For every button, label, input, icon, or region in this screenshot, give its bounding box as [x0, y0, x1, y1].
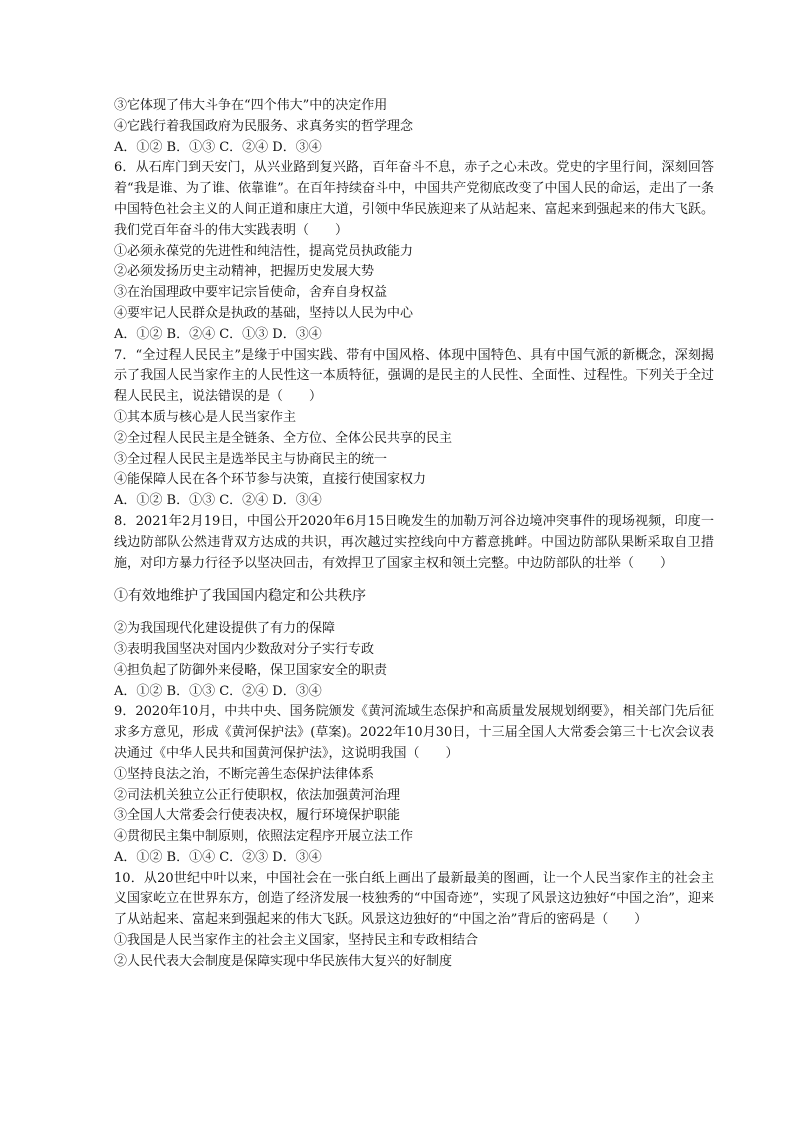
q5-option-3: ③它体现了伟大斗争在“四个伟大”中的决定作用	[114, 98, 388, 113]
q10-option-1: ①我国是人民当家作主的社会主义国家，坚持民主和专政相结合	[114, 933, 479, 949]
q7-option-3: ③全过程人民民主是选举民主与协商民主的统一	[114, 451, 388, 467]
q10-option-2: ②人民代表大会制度是保障实现中华民族伟大复兴的好制度	[114, 953, 453, 969]
q7-stem: 7．“全过程人民民主”是缘于中国实践、带有中国风格、体现中国特色、具有中国气派的新概念，深刻揭示了我国人民当家作主的人民性这一本质特征，强调的是民主的人民性、全面性、过程性。下列关于全过程人民民主，说法错误的是（ ）	[114, 347, 714, 405]
q9-option-2: ②司法机关独立公正行使职权，依法加强黄河治理	[114, 787, 401, 803]
q6-option-1: ①必须永葆党的先进性和纯洁性，提高党员执政能力	[114, 243, 414, 259]
q7-option-2: ②全过程人民民主是全链条、全方位、全体公民共享的民主	[114, 430, 453, 446]
q7-option-1: ①其本质与核心是人民当家作主	[114, 409, 297, 425]
q9-option-3: ③全国人大常委会行使表决权，履行环境保护职能	[114, 808, 401, 824]
q9-option-1: ①坚持良法之治，不断完善生态保护法律体系	[114, 766, 375, 782]
q9-stem: 9．2020年10月，中共中央、国务院颁发《黄河流域生态保护和高质量发展规划纲要》，相关部门先后征求多方意见，形成《黄河保护法》(草案)。2022年10月30日，十三届全国人大常委会第三十七次会议表决通过《中华人民共和国黄河保护法》，这说明我国（ ）	[114, 704, 714, 761]
q7-answer-choices: A．①② B．①③ C．②④ D．③④	[114, 493, 322, 509]
q5-option-4: ④它践行着我国政府为民服务、求真务实的哲学理念	[114, 118, 414, 134]
q5-answer-choices: A．①② B．①③ C．②④ D．③④	[114, 139, 322, 155]
q6-answer-choices: A．①② B．②④ C．①③ D．③④	[114, 326, 322, 342]
q8-stem: 8．2021年2月19日，中国公开2020年6月15日晚发生的加勒万河谷边境冲突事件的现场视频，印度一线边防部队公然违背双方达成的共识，再次越过实控线向中方蓄意挑衅。中国边防部队果断采取自卫措施，对印方暴力行径予以坚决回击，有效捍卫了国家主权和领土完整。中边防部队的壮举（ ）	[114, 513, 714, 571]
q6-option-4: ④要牢记人民群众是执政的基础，坚持以人民为中心	[114, 305, 414, 321]
q7-option-4: ④能保障人民在各个环节参与决策，直接行使国家权力	[114, 472, 427, 488]
q8-option-4: ④担负起了防御外来侵略，保卫国家安全的职责	[114, 662, 388, 678]
q9-option-4: ④贯彻民主集中制原则，依照法定程序开展立法工作	[114, 829, 414, 845]
q9-answer-choices: A．①② B．①④ C．②③ D．③④	[114, 849, 322, 865]
q8-option-1: ①有效地维护了我国国内稳定和公共秩序	[114, 588, 366, 605]
q8-answer-choices: A．①② B．①③ C．②④ D．③④	[114, 683, 322, 699]
q6-option-2: ②必须发扬历史主动精神，把握历史发展大势	[114, 264, 375, 280]
q6-option-3: ③在治国理政中要牢记宗旨使命，舍弃自身权益	[114, 285, 388, 301]
q10-stem: 10．从20世纪中叶以来，中国社会在一张白纸上画出了最新最美的图画，让一个人民当家作主的社会主义国家屹立在世界东方，创造了经济发展一枝独秀的“中国奇迹”，实现了风景这边独好“中国之治”，迎来了从站起来、富起来到强起来的伟大飞跃。风景这边独好的“中国之治”背后的密码是（ ）	[114, 870, 714, 928]
q8-option-2: ②为我国现代化建设提供了有力的保障	[114, 621, 336, 637]
q8-option-3: ③表明我国坚决对国内少数敌对分子实行专政	[114, 641, 375, 657]
q6-stem: 6．从石库门到天安门，从兴业路到复兴路，百年奋斗不息，赤子之心未改。党史的字里行间，深刻回答着“我是谁、为了谁、依靠谁”。在百年持续奋斗中，中国共产党彻底改变了中国人民的命运，走出了一条中国特色社会主义的人间正道和康庄大道，引领中华民族迎来了从站起来、富起来到强起来的伟大飞跃。我们党百年奋斗的伟大实践表明（ ）	[114, 160, 714, 238]
